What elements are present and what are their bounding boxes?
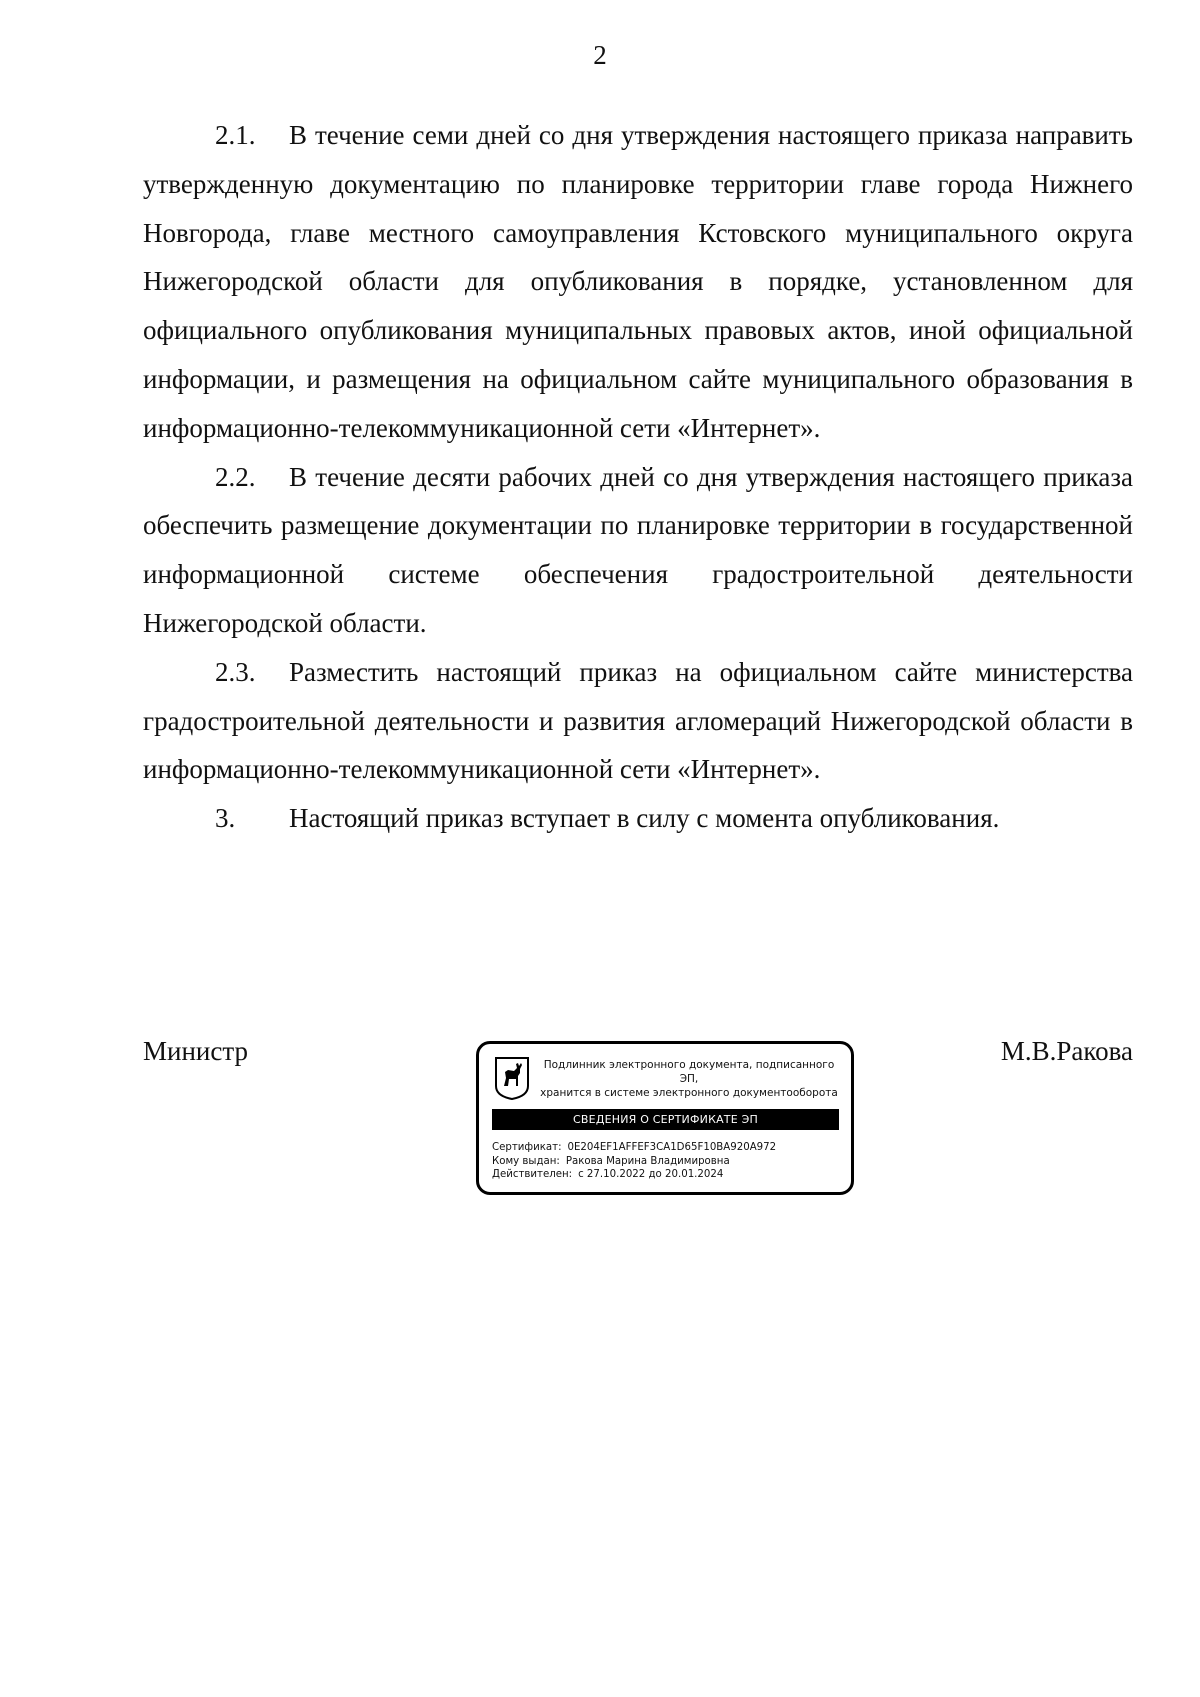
deer-emblem-icon xyxy=(494,1056,530,1100)
paragraph-2-3 xyxy=(143,648,1133,794)
signer-position: Министр xyxy=(143,1036,248,1066)
certificate-label: Сертификат: xyxy=(492,1142,562,1153)
certificate-details xyxy=(492,1141,776,1182)
paragraph-3 xyxy=(143,794,1133,843)
paragraph-text: Настоящий приказ вступает в силу с момента опубликования. xyxy=(289,803,1000,834)
paragraph-2-1 xyxy=(143,111,1133,453)
paragraph-number: 2.1. xyxy=(215,120,256,150)
page-number: 2 xyxy=(593,40,607,70)
paragraph-text: В течение семи дней со дня утверждения настоящего приказа направить утвержденную документацию по планировке территории главе города Нижнего Новгорода, главе местного самоуправления Кстовского муниципального округа Нижегородской области для опубликования в порядке, установленном для официального опубликования муниципальных правовых актов, иной официальной информации, и размещения на официальном сайте муниципального образования в информационно-телекоммуникационной сети «Интернет». xyxy=(143,120,1133,443)
issued-to-row xyxy=(492,1155,776,1169)
stamp-header-line: Подлинник электронного документа, подписанного ЭП, xyxy=(543,1059,835,1085)
document-body xyxy=(143,111,1133,843)
stamp-title-bar: СВЕДЕНИЯ О СЕРТИФИКАТЕ ЭП xyxy=(492,1109,839,1130)
valid-label: Действителен: xyxy=(492,1169,573,1180)
issued-to-label: Кому выдан: xyxy=(492,1155,560,1167)
certificate-row xyxy=(492,1141,776,1155)
paragraph-number: 2.3. xyxy=(215,656,256,687)
paragraph-2-2 xyxy=(143,453,1133,648)
paragraph-number: 3. xyxy=(215,803,236,834)
stamp-header-line: хранится в системе электронного документооборота xyxy=(540,1087,838,1099)
valid-value: с 27.10.2022 до 20.01.2024 xyxy=(578,1169,724,1180)
valid-row xyxy=(492,1168,776,1182)
paragraph-text: В течение десяти рабочих дней со дня утверждения настоящего приказа обеспечить размещение документации по планировке территории в государственной информационной системе обеспечения градостроительной деятельности Нижегородской области. xyxy=(143,461,1133,638)
signer-name: М.В.Ракова xyxy=(1000,1036,1133,1066)
stamp-header xyxy=(534,1058,844,1100)
electronic-signature-stamp xyxy=(476,1041,854,1195)
certificate-value: 0E204EF1AFFEF3CA1D65F10BA920A972 xyxy=(567,1142,777,1153)
paragraph-text: Разместить настоящий приказ на официальном сайте министерства градостроительной деятельности и развития агломераций Нижегородской области в информационно-телекоммуникационной сети «Интернет». xyxy=(143,656,1133,785)
issued-to-value: Ракова Марина Владимировна xyxy=(565,1155,730,1167)
paragraph-number: 2.2. xyxy=(215,461,256,492)
